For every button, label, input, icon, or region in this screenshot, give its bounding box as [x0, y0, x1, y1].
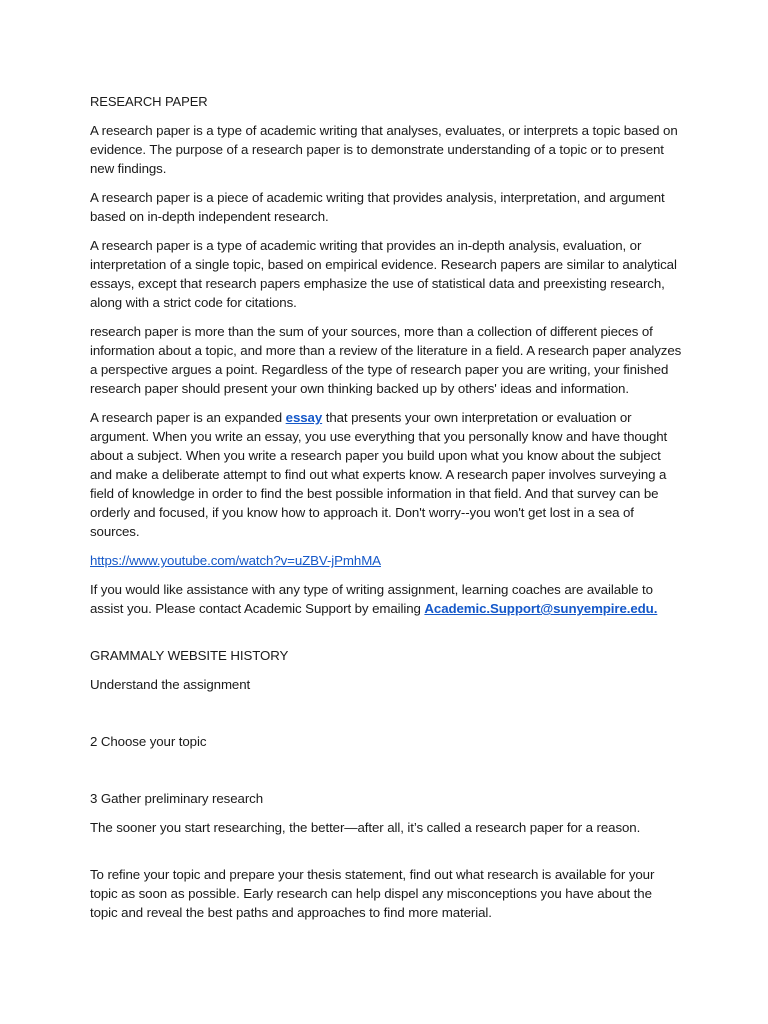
document-page	[90, 92, 682, 932]
youtube-link-paragraph	[90, 551, 682, 570]
academic-support-email-link[interactable]: Academic.Support@sunyempire.edu.	[424, 601, 658, 616]
paragraph-7: The sooner you start researching, the better—after all, it’s called a research paper for a reason.	[90, 820, 641, 835]
step-3: 3 Gather preliminary research	[90, 791, 263, 806]
paragraph-1: A research paper is a type of academic writing that analyses, evaluates, or interprets a topic based on evidence. The purpose of a research paper is to demonstrate understanding of a topic or to present new findings.	[90, 123, 678, 176]
paragraph-5-text-end: that presents your own interpretation or evaluation or argument. When you write an essay, you use everything that you personally know and have thought about a subject. When you write a research paper you build upon what you know about the subject and make a deliberate attempt to find out what experts know. A research paper involves surveying a field of knowledge in order to find the best possible information in that field. And that survey can be orderly and focused, if you know how to approach it. Don't worry--you won't get lost in a sea of sources.	[90, 410, 668, 539]
youtube-link[interactable]: https://www.youtube.com/watch?v=uZBV-jPmhMA	[90, 553, 381, 568]
paragraph-6-text: If you would like assistance with any type of writing assignment, learning coaches are available to assist you. Please contact Academic Support by emailing	[90, 582, 653, 616]
paragraph-8: To refine your topic and prepare your thesis statement, find out what research is available for your topic as soon as possible. Early research can help dispel any misconceptions you have about the topic and reveal the best paths and approaches to find more material.	[90, 867, 655, 920]
step-2: 2 Choose your topic	[90, 734, 207, 749]
section-2-title: GRAMMALY WEBSITE HISTORY	[90, 648, 289, 663]
paragraph-4: research paper is more than the sum of your sources, more than a collection of different pieces of information about a topic, and more than a review of the literature in a field. A research paper analyzes a perspective argues a point. Regardless of the type of research paper you are writing, your finished research paper should present your own thinking backed up by others' ideas and information.	[90, 324, 682, 396]
paragraph-6	[90, 580, 682, 618]
paragraph-3: A research paper is a type of academic writing that provides an in-depth analysis, evaluation, or interpretation of a single topic, based on empirical evidence. Research papers are similar to analytical essays, except that research papers emphasize the use of statistical data and preexisting research, along with a strict code for citations.	[90, 238, 677, 310]
paragraph-5-text-start: A research paper is an expanded	[90, 410, 286, 425]
step-1: Understand the assignment	[90, 677, 251, 692]
paragraph-2: A research paper is a piece of academic writing that provides analysis, interpretation, and argument based on in-depth independent research.	[90, 190, 665, 224]
essay-link[interactable]: essay	[285, 410, 323, 425]
paragraph-5	[90, 408, 682, 541]
document-title: RESEARCH PAPER	[90, 94, 208, 109]
